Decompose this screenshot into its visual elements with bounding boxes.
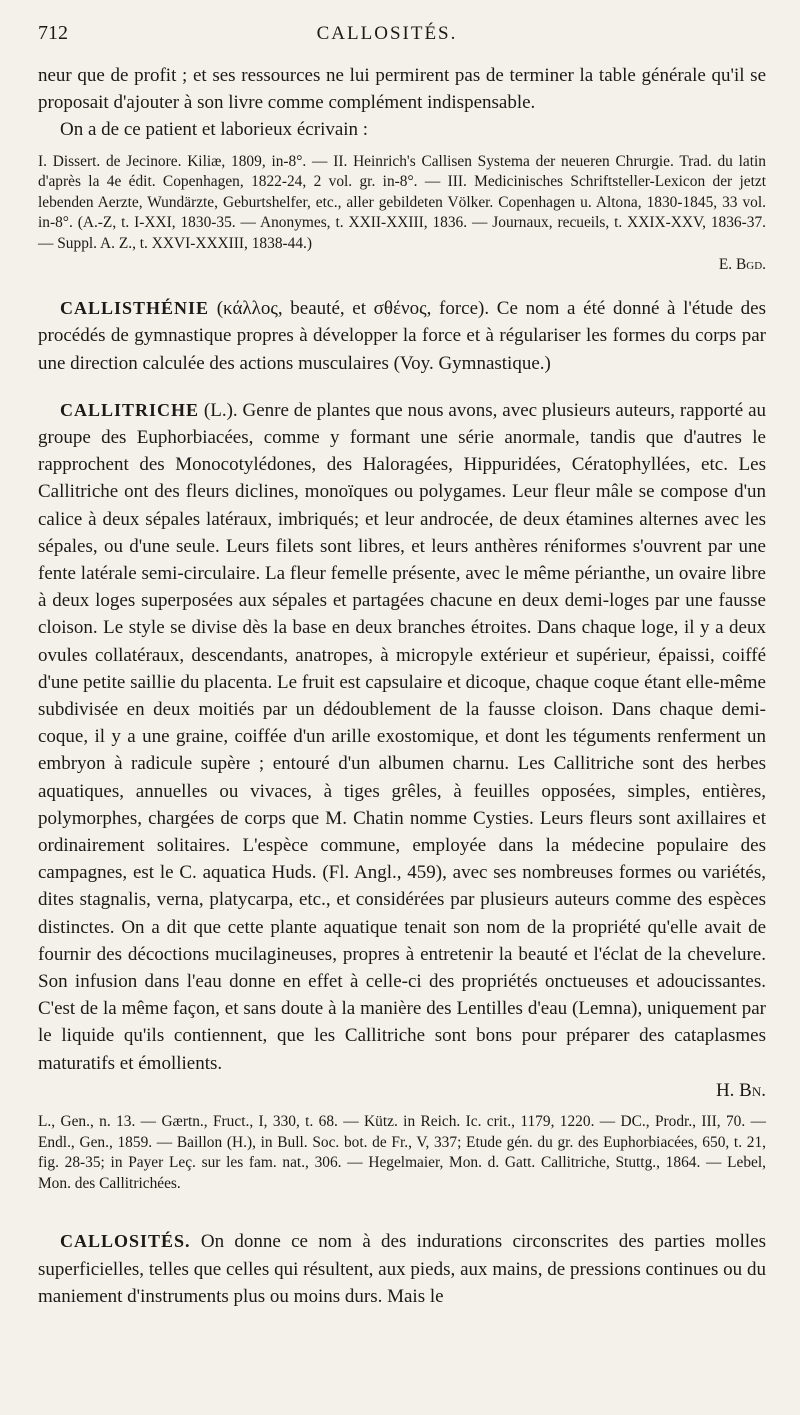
headword-callitriche: CALLITRICHE: [60, 399, 200, 420]
callisen-signature: E. Bgd.: [718, 255, 766, 273]
callisen-works: I. Dissert. de Jecinore. Kiliæ, 1809, in-8°. — II. Heinrich's Callisen Systema der neueren Chrurgie. Trad. du latin d'après la 4e édit. Copenhagen, 1822-24, 2 vol. gr. in-8°. — III. Medicinisches Schriftsteller-Lexicon der jetzt lebenden Aerzte, Wundärzte, Geburtshelfer, etc., aller gebildeten Völker. Copenhagen u. Altona, 1830-1845, 33 vol. in-8°. (A.-Z, t. I-XXI, 1830-35. — Anonymes, t. XXII-XXIII, 1836. — Journaux, recueils, t. XXIX-XXV, 1836-37. — Suppl. A. Z., t. XXVI-XXXIII, 1838-44.): [38, 152, 766, 252]
callisen-bibliography: [38, 152, 766, 276]
callisthenie-text: (κάλλος, beauté, et σθένος, force). Ce nom a été donné à l'étude des procédés de gymnastique propres à développer la force et à régulariser les formes du corps par une direction calculée des actions musculaires (Voy. Gymnastique.): [38, 298, 766, 374]
callitriche-bibliography: L., Gen., n. 13. — Gærtn., Fruct., I, 330, t. 68. — Kütz. in Reich. Ic. crit., 1179, 1220. — DC., Prodr., III, 70. — Endl., Gen., 1859. — Baillon (H.), in Bull. Soc. bot. de Fr., V, 337; Etude gén. du gr. des Euphorbiacées, 650, t. 21, fig. 28-35; in Payer Leç. sur les fam. nat., 306. — Hegelmaier, Mon. d. Gatt. Callitriche, Stuttg., 1864. — Lebel, Mon. des Callitrichées.: [38, 1113, 766, 1192]
running-title: CALLOSITÉS.: [316, 23, 458, 44]
intro-paragraph: neur que de profit ; et ses ressources ne lui permirent pas de terminer la table générale qu'il se proposait d'ajouter à son livre comme complément indispensable.: [38, 65, 766, 114]
intro-works-line: On a de ce patient et laborieux écrivain :: [60, 119, 369, 141]
headword-callosites: CALLOSITÉS.: [60, 1231, 191, 1252]
callitriche-signature: H. Bn.: [715, 1079, 766, 1101]
entry-callosites: [38, 1228, 766, 1310]
callitriche-text: (L.). Genre de plantes que nous avons, avec plusieurs auteurs, rapporté au groupe des Euphorbiacées, comme y formant une série anormale, tandis que d'autres le rapprochent des Monocotylédones, des Haloragées, Hippuridées, Cératophyllées, etc. Les Callitriche ont des fleurs diclines, monoïques ou polygames. Leur fleur mâle se compose d'un calice à deux sépales latéraux, imbriqués; et leur androcée, de deux étamines alternes avec les sépales, ou d'une seule. Leurs filets sont libres, et leurs anthères réniformes s'ouvrent par une fente latérale semi-circulaire. La fleur femelle présente, avec le même périanthe, un ovaire libre à deux loges superposées aux sépales et partagées chacune en deux demi-loges par une fausse cloison. Le style se divise dès la base en deux branches étroites. Dans chaque loge, il y a deux ovules collatéraux, descendants, anatropes, à micropyle extérieur et supérieur, épaissi, coiffé d'une petite saillie du placenta. Le fruit est capsulaire et dicoque, chaque coque étant elle-même subdivisée en deux moitiés par un dédoublement de la fausse cloison. Dans chaque demi-coque, il y a une graine, coiffée d'un arille exostomique, et dont les téguments renferment un embryon à radicule supère ; entouré d'un albumen charnu. Les Callitriche sont des herbes aquatiques, annuelles ou vivaces, à tiges grêles, à feuilles opposées, simples, entières, polymorphes, chargées de corps que M. Chatin nomme Cysties. Leurs fleurs sont axillaires et ordinairement solitaires. L'espèce commune, employée dans la médecine populaire des campagnes, est le C. aquatica Huds. (Fl. Angl., 459), avec ses nombreuses formes ou variétés, dites stagnalis, verna, platycarpa, etc., et considérées par plusieurs auteurs comme des espèces distinctes. On a dit que cette plante aquatique tenait son nom de la propriété qu'elle avait de fournir des décoctions mucilagineuses, propres à entretenir la beauté et l'éclat de la chevelure. Son infusion dans l'eau donne en effet à celle-ci des propriétés onctueuses et adoucissantes. C'est de la même façon, et sans doute à la manière des Lentilles d'eau (Lemna), uniquement par le liquide qu'ils contiennent, que les Callitriche sont bons pour préparer des cataplasmes maturatifs et émollients.: [38, 399, 767, 1074]
entry-callisthenie: [38, 295, 766, 377]
headword-callisthenie: CALLISTHÉNIE: [60, 298, 210, 319]
entry-callitriche: [38, 397, 766, 1195]
page-header: [38, 22, 766, 62]
page-number: 712: [38, 22, 68, 44]
callosites-text: On donne ce nom à des indurations circonscrites des parties molles superficielles, telles que celles qui résultent, aux pieds, aux mains, de pressions continues ou du maniement d'instruments plus ou moins durs. Mais le: [38, 1231, 766, 1307]
